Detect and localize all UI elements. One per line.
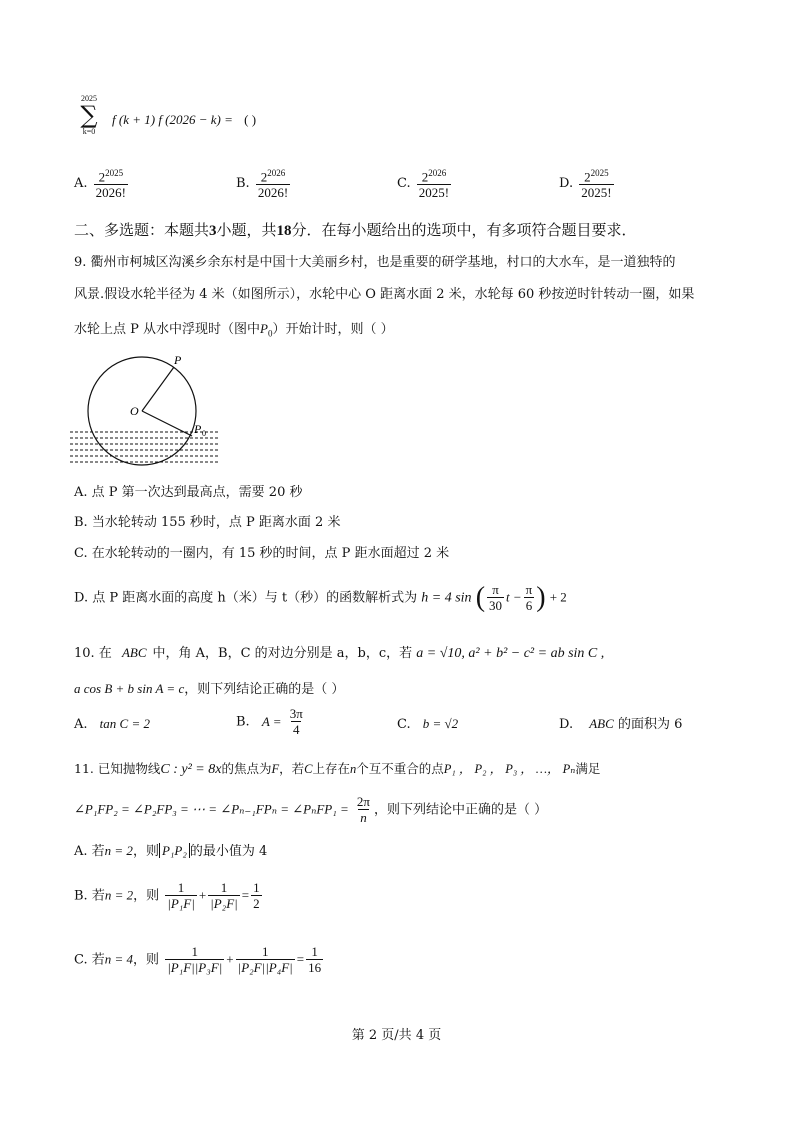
- q11-prefix: 11. 已知抛物线: [74, 761, 161, 776]
- option-value: 的面积为 6: [617, 717, 683, 732]
- option-label: D.: [559, 176, 574, 192]
- count-n: n: [349, 762, 357, 776]
- label-p: P: [174, 353, 182, 367]
- q11-line1f: 满足: [575, 761, 601, 776]
- q9-optd-text: D. 点 P 距离水面的高度 h（米）与 t（秒）的函数解析式为: [74, 590, 418, 606]
- q10-line-2: [74, 680, 344, 699]
- q9-option-d[interactable]: [74, 582, 567, 614]
- option-fraction: [256, 166, 290, 201]
- section-mid2: 分．在每小题给出的选项中，有多项符合题目要求．: [291, 221, 637, 239]
- angle-fraction: [355, 794, 372, 826]
- p0-label: P: [260, 321, 268, 336]
- option-label: D.: [559, 717, 574, 732]
- points-list: P₁ ， P₂ ， P₃ ， …， Pₙ: [443, 762, 576, 776]
- option-label: B.: [236, 176, 250, 192]
- q10-formula: a cos B + b sin A = c: [74, 681, 185, 696]
- sum-upper: 2025: [81, 94, 97, 103]
- water-lines: [70, 432, 220, 462]
- q9-optd-lhs: h = 4 sin: [421, 590, 472, 606]
- fraction-1: [165, 944, 224, 976]
- focus-f: F: [271, 762, 280, 776]
- q10-line2-text: ，则下列结论正确的是（ ）: [184, 682, 345, 697]
- q10-line-1: [74, 644, 604, 663]
- frac-den: 2026!: [95, 185, 127, 201]
- frac-num: 2π: [356, 794, 370, 809]
- curve-c: C: [304, 762, 313, 776]
- abs-p1p2: P₁P₂: [159, 843, 190, 858]
- q11-optc-b: ，则: [133, 952, 160, 968]
- option-fraction: [288, 706, 305, 738]
- label-p0: P: [194, 422, 202, 436]
- t-minus: t −: [506, 589, 522, 605]
- frac-den: 4: [292, 722, 300, 737]
- q11-option-a[interactable]: [74, 842, 267, 861]
- q11-option-c[interactable]: [74, 944, 325, 976]
- condition: n = 2: [104, 843, 133, 858]
- section-prefix: 二、多选题：本题共: [74, 221, 210, 239]
- q11-line1c: ，若: [279, 761, 305, 776]
- q11-opta-a: A. 若: [74, 844, 105, 859]
- q10-option-d[interactable]: [559, 715, 682, 734]
- fraction-2: [236, 944, 295, 976]
- q8-bracket: ( ): [244, 112, 257, 127]
- plus: +: [226, 951, 234, 967]
- section-mid1: 小题，共: [216, 221, 277, 239]
- q8-sum: [74, 94, 104, 136]
- frac-den: 2025!: [581, 185, 612, 201]
- q11-optc-a: C. 若: [74, 952, 105, 968]
- section-heading: [74, 220, 637, 241]
- pi-over-30: [487, 582, 504, 614]
- frac-base: 2: [584, 169, 591, 185]
- label-p0-sub: 0: [202, 429, 206, 438]
- q11-opta-b: ，则: [132, 844, 159, 859]
- den-6: 6: [525, 598, 533, 613]
- radius-op: [142, 367, 174, 411]
- pi: π: [525, 582, 533, 597]
- triangle-abc: ABC: [121, 645, 147, 660]
- label-o: O: [130, 404, 139, 418]
- frac-base: 2: [98, 169, 106, 185]
- q8-option-a[interactable]: [74, 166, 130, 201]
- frac-num: 1: [220, 880, 228, 895]
- angle-chain: ∠P₁FP₂ = ∠P₂FP₃ = ⋯ = ∠Pₙ₋₁FPₙ = ∠PₙFP₁ =: [74, 801, 349, 817]
- q9-line-2: 风景.假设水轮半径为 4 米（如图所示），水轮中心 O 距离水面 2 米，水轮每 60 秒按逆时针转动一圈，如果: [74, 287, 695, 302]
- frac-exp: 2025: [105, 168, 124, 178]
- equals: =: [241, 887, 250, 903]
- frac-base: 2: [421, 169, 429, 185]
- fraction-rhs: [306, 944, 323, 976]
- equals: =: [296, 951, 305, 967]
- option-fraction: [94, 166, 128, 201]
- q8-option-c[interactable]: [397, 166, 453, 201]
- q10-prefix: 10. 在: [74, 646, 112, 661]
- p0-sub: 0: [267, 328, 273, 339]
- q10-option-b[interactable]: [236, 706, 307, 738]
- option-fraction: [417, 166, 451, 201]
- q8-expression: [112, 111, 256, 129]
- q11-opta-c: 的最小值为 4: [189, 844, 268, 859]
- q11-line1e: 个互不重合的点: [356, 761, 444, 776]
- section-count: 3: [209, 223, 217, 239]
- q9-option-b[interactable]: B. 当水轮转动 155 秒时，点 P 距离水面 2 米: [74, 515, 341, 530]
- q10-condition: a = √10, a² + b² − c² = ab sin C ,: [416, 646, 605, 661]
- frac-exp: 2026: [428, 168, 447, 178]
- frac-den: 2026!: [257, 185, 289, 201]
- q9-line-3: [74, 320, 394, 343]
- q11-optb-a: B. 若: [74, 888, 105, 904]
- frac-num: 1: [253, 880, 260, 895]
- triangle-abc: ABC: [589, 716, 614, 731]
- water-wheel-figure: [70, 352, 230, 472]
- frac-num: 3π: [289, 706, 303, 721]
- q9-line3a: 水轮上点 P 从水中浮现时（图中: [74, 322, 261, 337]
- pi: π: [492, 582, 499, 597]
- q11-line-2: [74, 794, 547, 826]
- frac-den: 16: [308, 960, 322, 975]
- frac-exp: 2025: [590, 168, 609, 178]
- pi-over-6: [524, 582, 535, 614]
- option-value: tan C = 2: [99, 716, 150, 731]
- q11-option-b[interactable]: [74, 880, 264, 912]
- option-label: C.: [397, 717, 411, 732]
- q9-option-c[interactable]: C. 在水轮转动的一圈内，有 15 秒的时间，点 P 距水面超过 2 米: [74, 546, 450, 561]
- q10-line1b: 中，角 A，B，C 的对边分别是 a，b，c，若: [152, 646, 413, 661]
- q10-option-c[interactable]: [397, 715, 458, 734]
- q11-line-1: [74, 760, 600, 779]
- option-value: b = √2: [422, 716, 459, 731]
- page-footer: 第 2 页/共 4 页: [351, 1028, 442, 1043]
- frac-den: |P₂F|: [210, 896, 238, 911]
- option-label: A.: [74, 717, 88, 732]
- q8-expr-text: f (k + 1) f (2026 − k) =: [112, 112, 233, 127]
- section-score: 18: [276, 223, 292, 239]
- option-label: A.: [74, 176, 88, 192]
- frac-base: 2: [260, 169, 268, 185]
- q11-line1b: 的焦点为: [221, 761, 272, 776]
- option-label: B.: [236, 714, 250, 730]
- option-fraction: [579, 166, 613, 201]
- frac-den: 2: [253, 896, 260, 911]
- paren-close: ): [536, 582, 546, 613]
- q11-optb-b: ，则: [133, 888, 160, 904]
- frac-den: n: [360, 810, 367, 825]
- condition: n = 2: [104, 887, 134, 903]
- frac-den: |P₁F|: [167, 896, 195, 911]
- q8-option-b[interactable]: [236, 166, 292, 201]
- q9-line-1: 9. 衢州市柯城区沟溪乡余东村是中国十大美丽乡村，也是重要的研学基地，村口的大水车，是一道独特的: [74, 255, 676, 270]
- sum-lower: k=0: [82, 127, 96, 136]
- frac-num: 1: [261, 944, 269, 959]
- parabola: C : y² = 8x: [160, 762, 222, 777]
- q8-option-d[interactable]: [559, 166, 616, 201]
- option-label: C.: [397, 176, 411, 192]
- q10-option-a[interactable]: [74, 715, 150, 734]
- q9-optd-tail: + 2: [549, 589, 567, 605]
- frac-den: 2025!: [418, 185, 450, 201]
- q11-line2-text: ，则下列结论中正确的是（ ）: [373, 802, 548, 818]
- condition: n = 4: [104, 951, 134, 967]
- fraction-1: [165, 880, 197, 912]
- paren-open: (: [475, 582, 486, 613]
- q9-line3b: ）开始计时，则（ ）: [272, 322, 394, 337]
- fraction-2: [208, 880, 240, 912]
- fraction-rhs: [251, 880, 262, 912]
- frac-num: 1: [177, 880, 185, 895]
- plus: +: [198, 887, 207, 903]
- frac-den: |P₁F||P₃F|: [167, 960, 223, 975]
- sum-symbol: ∑: [80, 101, 98, 129]
- q9-option-a[interactable]: A. 点 P 第一次达到最高点，需要 20 秒: [74, 485, 303, 500]
- frac-num: 1: [191, 944, 198, 959]
- frac-exp: 2026: [267, 168, 286, 178]
- frac-num: 1: [311, 944, 318, 959]
- den-30: 30: [489, 598, 503, 613]
- frac-den: |P₂F||P₄F|: [237, 960, 293, 975]
- option-lhs: A =: [261, 713, 282, 729]
- q11-line1d: 上存在: [312, 761, 350, 776]
